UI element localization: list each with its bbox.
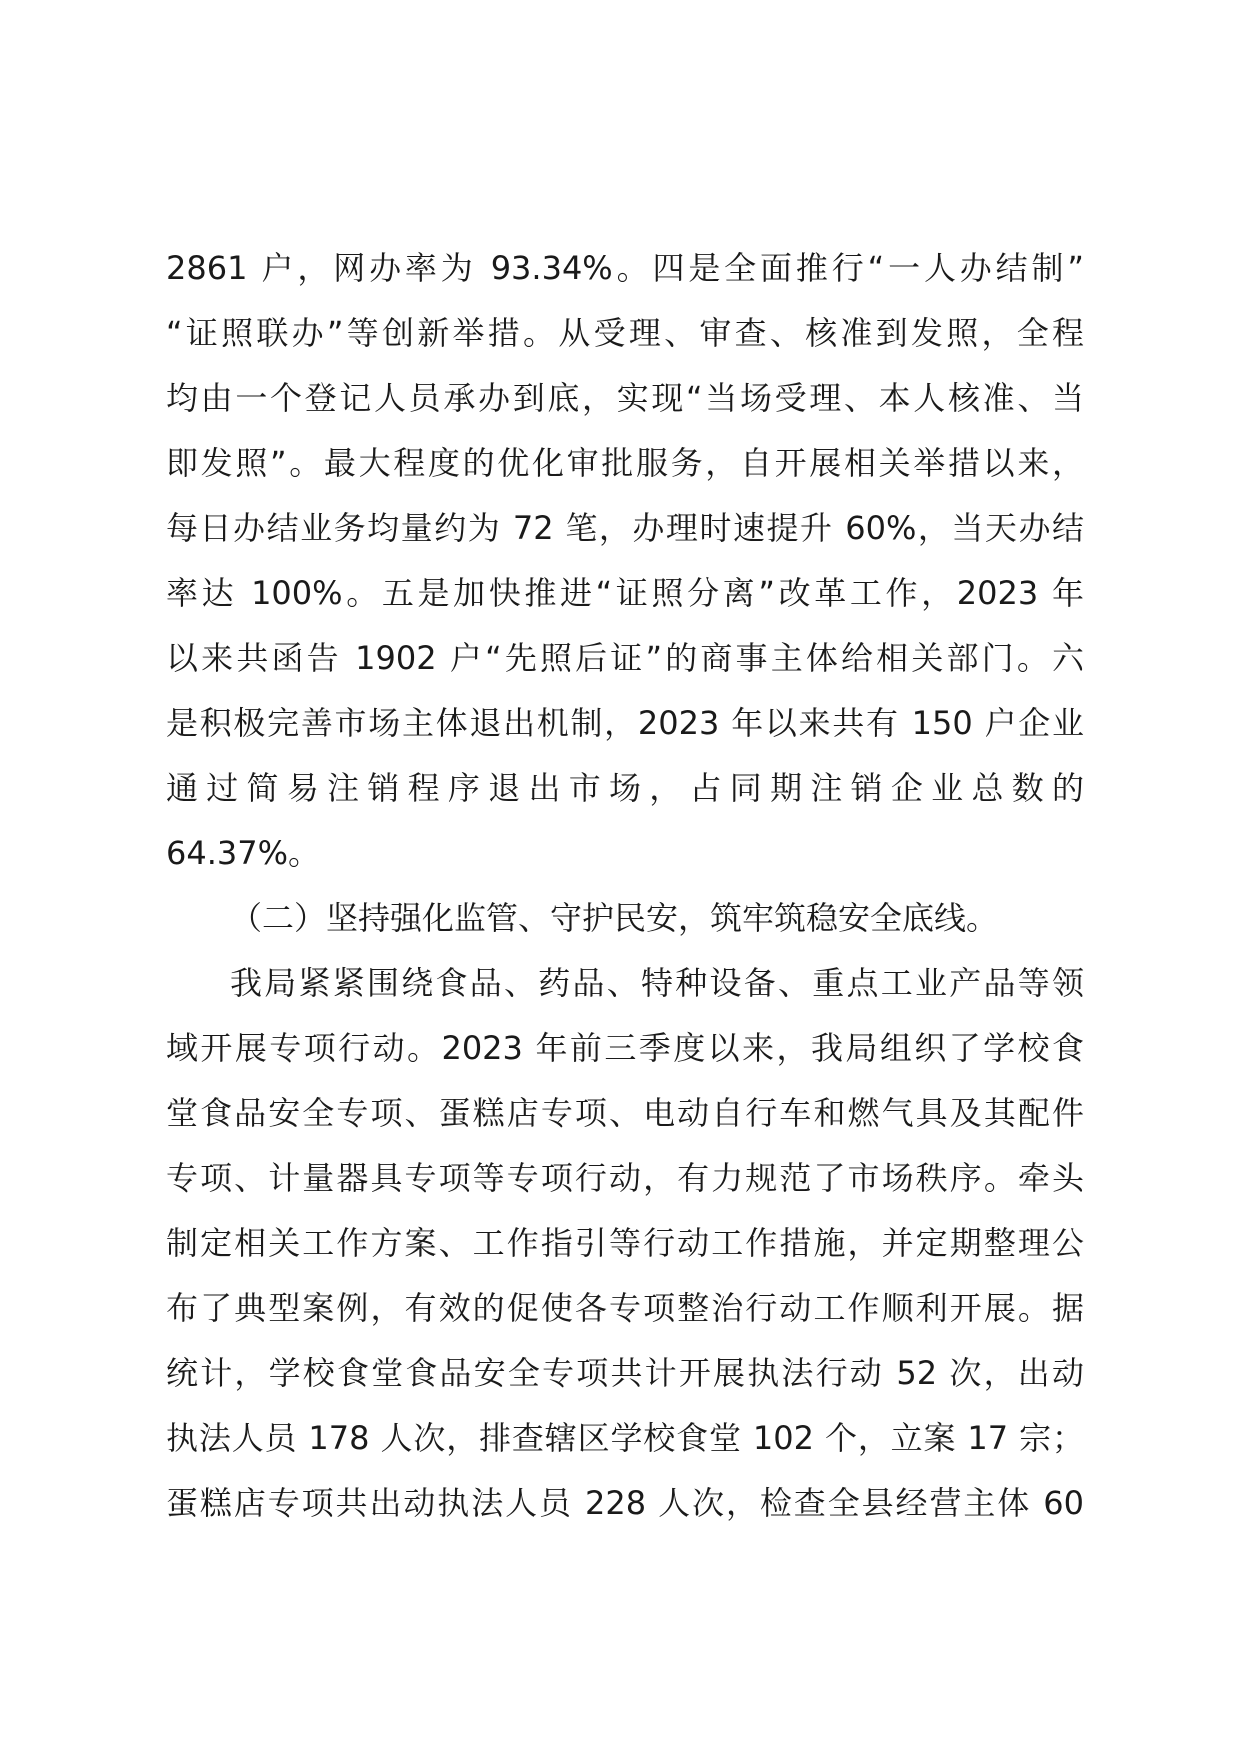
text-line: 2861 户，网办率为 93.34%。四是全面推行“一人办结制” (166, 249, 1084, 287)
text-line: 即发照”。最大程度的优化审批服务，自开展相关举措以来， (166, 444, 1084, 482)
text-line: 堂食品安全专项、蛋糕店专项、电动自行车和燃气具及其配件 (166, 1094, 1084, 1132)
text-line: “证照联办”等创新举措。从受理、审查、核准到发照，全程 (166, 314, 1084, 352)
section-heading: （二）坚持强化监管、守护民安，筑牢筑稳安全底线。 (230, 899, 999, 937)
text-line: 专项、计量器具专项等专项行动，有力规范了市场秩序。牵头 (166, 1159, 1084, 1197)
text-line: 率达 100%。五是加快推进“证照分离”改革工作，2023 年 (166, 574, 1084, 612)
text-line: 每日办结业务均量约为 72 笔，办理时速提升 60%，当天办结 (166, 509, 1084, 547)
text-line: 64.37%。 (166, 834, 321, 872)
text-line: 执法人员 178 人次，排查辖区学校食堂 102 个，立案 17 宗； (166, 1419, 1084, 1457)
text-line: 统计，学校食堂食品安全专项共计开展执法行动 52 次，出动 (166, 1354, 1084, 1392)
text-line: 通过简易注销程序退出市场，占同期注销企业总数的 (166, 769, 1084, 807)
text-line: 蛋糕店专项共出动执法人员 228 人次，检查全县经营主体 60 (166, 1484, 1084, 1522)
text-line: 均由一个登记人员承办到底，实现“当场受理、本人核准、当 (166, 379, 1084, 417)
document-body (166, 236, 1084, 1536)
text-line: 以来共函告 1902 户“先照后证”的商事主体给相关部门。六 (166, 639, 1084, 677)
text-line: 我局紧紧围绕食品、药品、特种设备、重点工业产品等领 (230, 964, 1084, 1002)
text-line: 制定相关工作方案、工作指引等行动工作措施，并定期整理公 (166, 1224, 1084, 1262)
text-line: 域开展专项行动。2023 年前三季度以来，我局组织了学校食 (166, 1029, 1084, 1067)
text-line: 布了典型案例，有效的促使各专项整治行动工作顺利开展。据 (166, 1289, 1084, 1327)
text-line: 是积极完善市场主体退出机制，2023 年以来共有 150 户企业 (166, 704, 1084, 742)
